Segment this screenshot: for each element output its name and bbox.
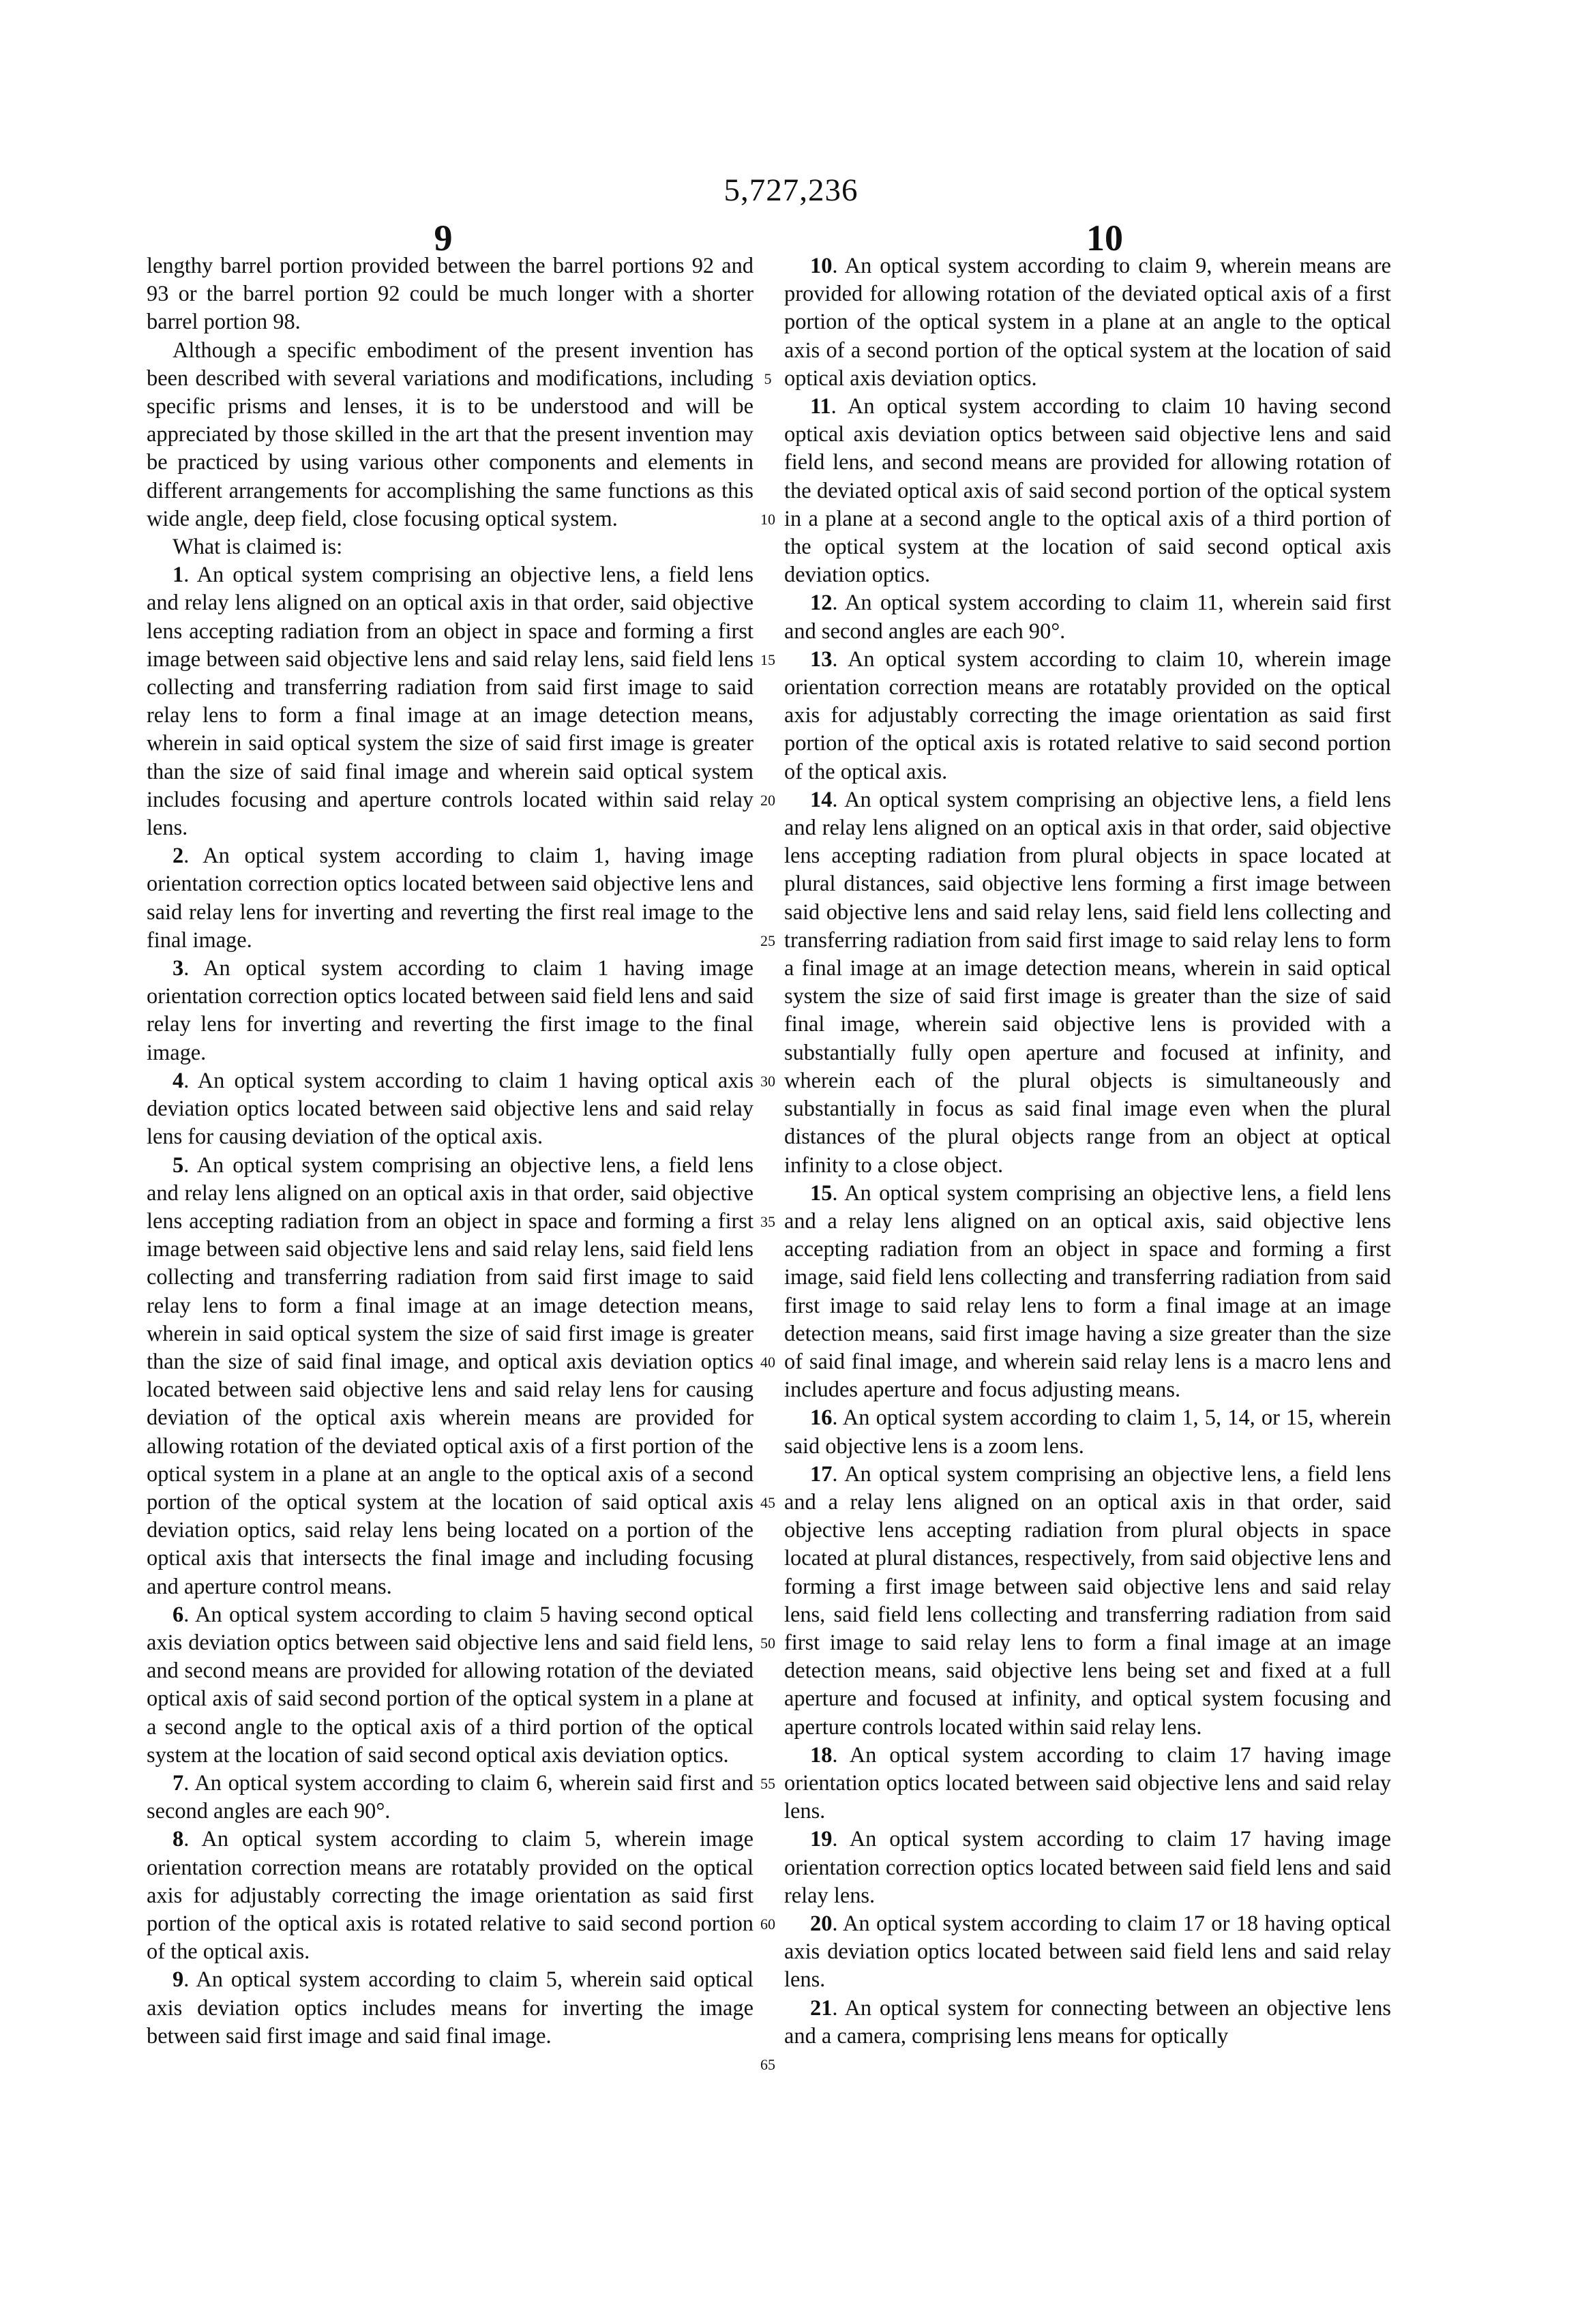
claim-18	[784, 1742, 1391, 1826]
claim-number: 19	[810, 1827, 833, 1852]
line-number: 10	[760, 510, 775, 528]
claim-1	[147, 561, 753, 842]
line-number: 15	[760, 651, 775, 668]
claim-19	[784, 1826, 1391, 1910]
claim-number: 2	[173, 844, 184, 869]
claim-6	[147, 1601, 753, 1770]
claim-2	[147, 842, 753, 955]
claim-number: 20	[810, 1911, 833, 1936]
line-number: 40	[760, 1353, 775, 1371]
claim-text: . An optical system comprising an objective lens, a field lens and a relay lens aligned on an optical axis, said objective lens accepting radiation from an object in space and forming a first image, said field lens collecting and transferring radiation from said first image to said relay lens to form a final image at an image detection means, said first image having a size greater than the size of said final image, and wherein said relay lens is a macro lens and includes aperture and focus adjusting means.	[784, 1180, 1391, 1403]
claim-text: . An optical system according to claim 1, having image orientation correction optics located between said objective lens and said relay lens for inverting and reverting the first real image to the final image.	[147, 844, 753, 953]
line-number: 5	[764, 370, 772, 387]
claim-number: 3	[173, 956, 184, 981]
claim-15	[784, 1180, 1391, 1405]
description-paragraph: Although a specific embodiment of the present invention has been described with several variations and modifications, including specific prisms and lenses, it is to be understood and will be appreciated by those skilled in the art that the present invention may be practiced by using various other components and elements in different arrangements for accomplishing the same functions as this wide angle, deep field, close focusing optical system.	[147, 338, 753, 531]
line-number: 20	[760, 791, 775, 809]
claim-text: . An optical system according to claim 5, wherein image orientation correction means are rotatably provided on the optical axis for adjustably correcting the image orientation as said first portion of the optical axis is rotated relative to said second portion of the optical axis.	[147, 1827, 753, 1965]
claims-intro: What is claimed is:	[173, 535, 343, 560]
claim-number: 7	[173, 1770, 184, 1796]
line-number: 35	[760, 1212, 775, 1230]
line-number: 25	[760, 932, 775, 949]
claim-3	[147, 955, 753, 1067]
line-number: 50	[760, 1634, 775, 1652]
claim-text: . An optical system comprising an objective lens, a field lens and relay lens aligned on an optical axis in that order, said objective lens accepting radiation from plural objects in space located at plural distances, said objective lens forming a first image between said objective lens and said relay lens, said field lens collecting and transferring radiation from said first image to said relay lens to form a final image at an image detection means, wherein in said optical system the size of said first image is greater than the size of said final image, wherein said objective lens is provided with a substantially fully open aperture and focused at infinity, and wherein each of the plural objects is simultaneously and substantially in focus as said final image even when the plural distances of the plural objects range from an object at optical infinity to a close object.	[784, 787, 1391, 1178]
claim-text: . An optical system comprising an objective lens, a field lens and a relay lens aligned on an optical axis in that order, said objective lens accepting radiation from plural objects in space located at plural distances, respectively, from said objective lens and forming a first image between said objective lens and said relay lens, said field lens collecting and transferring radiation from said first image to said relay lens to form a final image at an image detection means, said objective lens being set and fixed at a full aperture and focused at infinity, and optical system focusing and aperture controls located within said relay lens.	[784, 1461, 1391, 1740]
line-number: 55	[760, 1774, 775, 1792]
claim-12	[784, 589, 1391, 645]
claim-number: 4	[173, 1068, 184, 1093]
claim-number: 5	[173, 1152, 184, 1178]
claim-number: 9	[173, 1967, 184, 1993]
claim-13	[784, 646, 1391, 786]
claim-text: . An optical system according to claim 1 having image orientation correction optics located between said field lens and said relay lens for inverting and reverting the first image to the final image.	[147, 956, 753, 1065]
claim-text: . An optical system according to claim 6, wherein said first and second angles are each 90°.	[147, 1770, 753, 1824]
claim-text: . An optical system according to claim 10 having second optical axis deviation optics between said objective lens and said field lens, and second means are provided for allowing rotation of the deviated optical axis of said second portion of the optical system in a plane at a second angle to the optical axis of a third portion of the optical system at the location of said second optical axis deviation optics.	[784, 394, 1391, 588]
claim-number: 13	[810, 646, 833, 672]
claim-14	[784, 786, 1391, 1180]
claim-number: 12	[810, 591, 833, 616]
claim-9	[147, 1966, 753, 2051]
claim-7	[147, 1770, 753, 1826]
claim-17	[784, 1461, 1391, 1742]
left-column-number: 9	[434, 218, 453, 258]
claim-text: . An optical system according to claim 17 having image orientation correction optics located between said field lens and said relay lens.	[784, 1827, 1391, 1908]
right-text-column	[784, 252, 1391, 2051]
claim-5	[147, 1152, 753, 1601]
claim-text: . An optical system according to claim 17 having image orientation optics located between said objective lens and said relay lens.	[784, 1742, 1391, 1824]
claim-text: . An optical system comprising an objective lens, a field lens and relay lens aligned on an optical axis in that order, said objective lens accepting radiation from an object in space and forming a first image between said objective lens and said relay lens, said field lens collecting and transferring radiation from said first image to said relay lens to form a final image at an image detection means, wherein in said optical system the size of said first image is greater than the size of said final image, and optical axis deviation optics located between said objective lens and said relay lens for causing deviation of the optical axis wherein means are provided for allowing rotation of the deviated optical axis of a first portion of the optical system in a plane at an angle to the optical axis of a second portion of the optical system at the location of said optical axis deviation optics, said relay lens being located on a portion of the optical axis that intersects the final image and including focusing and aperture control means.	[147, 1152, 753, 1599]
claim-10	[784, 252, 1391, 393]
claim-4	[147, 1067, 753, 1152]
right-column-number: 10	[1086, 218, 1123, 258]
claim-text: . An optical system according to claim 17 or 18 having optical axis deviation optics located between said field lens and said relay lens.	[784, 1911, 1391, 1993]
left-text-column	[147, 252, 753, 2051]
line-number: 60	[760, 1915, 775, 1933]
claim-text: . An optical system according to claim 11, wherein said first and second angles are each 90°.	[784, 591, 1391, 644]
continuation-paragraph: lengthy barrel portion provided between the barrel portions 92 and 93 or the barrel portion 92 could be much longer with a shorter barrel portion 98.	[147, 254, 753, 335]
claim-text: . An optical system according to claim 5 having second optical axis deviation optics between said objective lens and said field lens, and second means are provided for allowing rotation of the deviated optical axis of said second portion of the optical system in a plane at a second angle to the optical axis of a third portion of the optical system at the location of said second optical axis deviation optics.	[147, 1602, 753, 1768]
claim-11	[784, 393, 1391, 589]
line-number: 30	[760, 1072, 775, 1090]
claim-text: . An optical system according to claim 5, wherein said optical axis deviation optics includes means for inverting the image between said first image and said final image.	[147, 1967, 753, 2049]
claim-text: . An optical system according to claim 9, wherein means are provided for allowing rotation of the deviated optical axis of a first portion of the optical system in a plane at an angle to the optical axis of a second portion of the optical system at the location of said optical axis deviation optics.	[784, 254, 1391, 391]
line-number: 45	[760, 1493, 775, 1511]
claim-number: 16	[810, 1405, 833, 1431]
claim-text: . An optical system comprising an objective lens, a field lens and relay lens aligned on an optical axis in that order, said objective lens accepting radiation from an object in space and forming a first image between said objective lens and said relay lens, said field lens collecting and transferring radiation from said first image to said relay lens to form a final image at an image detection means, wherein in said optical system the size of said first image is greater than the size of said final image and wherein said optical system includes focusing and aperture controls located within said relay lens.	[147, 563, 753, 841]
claim-number: 10	[810, 254, 833, 278]
claim-number: 6	[173, 1602, 184, 1627]
claim-number: 8	[173, 1827, 184, 1852]
claim-number: 21	[810, 1995, 833, 2021]
claim-20	[784, 1910, 1391, 1995]
claim-text: . An optical system according to claim 1, 5, 14, or 15, wherein said objective lens is a zoom lens.	[784, 1405, 1391, 1459]
claim-text: . An optical system for connecting between an objective lens and a camera, comprising lens means for optically	[784, 1995, 1391, 2049]
claim-16	[784, 1404, 1391, 1460]
claim-21	[784, 1995, 1391, 2051]
claim-number: 11	[810, 394, 831, 419]
patent-number: 5,727,236	[723, 173, 859, 208]
claim-number: 18	[810, 1742, 833, 1768]
claim-text: . An optical system according to claim 10, wherein image orientation correction means are rotatably provided on the optical axis for adjustably correcting the image orientation as said first portion of the optical axis is rotated relative to said second portion of the optical axis.	[784, 646, 1391, 784]
claim-number: 17	[810, 1461, 833, 1487]
claim-number: 15	[810, 1180, 833, 1206]
line-number: 65	[760, 2055, 775, 2073]
claim-number: 14	[810, 787, 833, 812]
claim-text: . An optical system according to claim 1 having optical axis deviation optics located between said objective lens and said relay lens for causing deviation of the optical axis.	[147, 1068, 753, 1150]
claim-number: 1	[173, 563, 184, 588]
claim-8	[147, 1826, 753, 1966]
